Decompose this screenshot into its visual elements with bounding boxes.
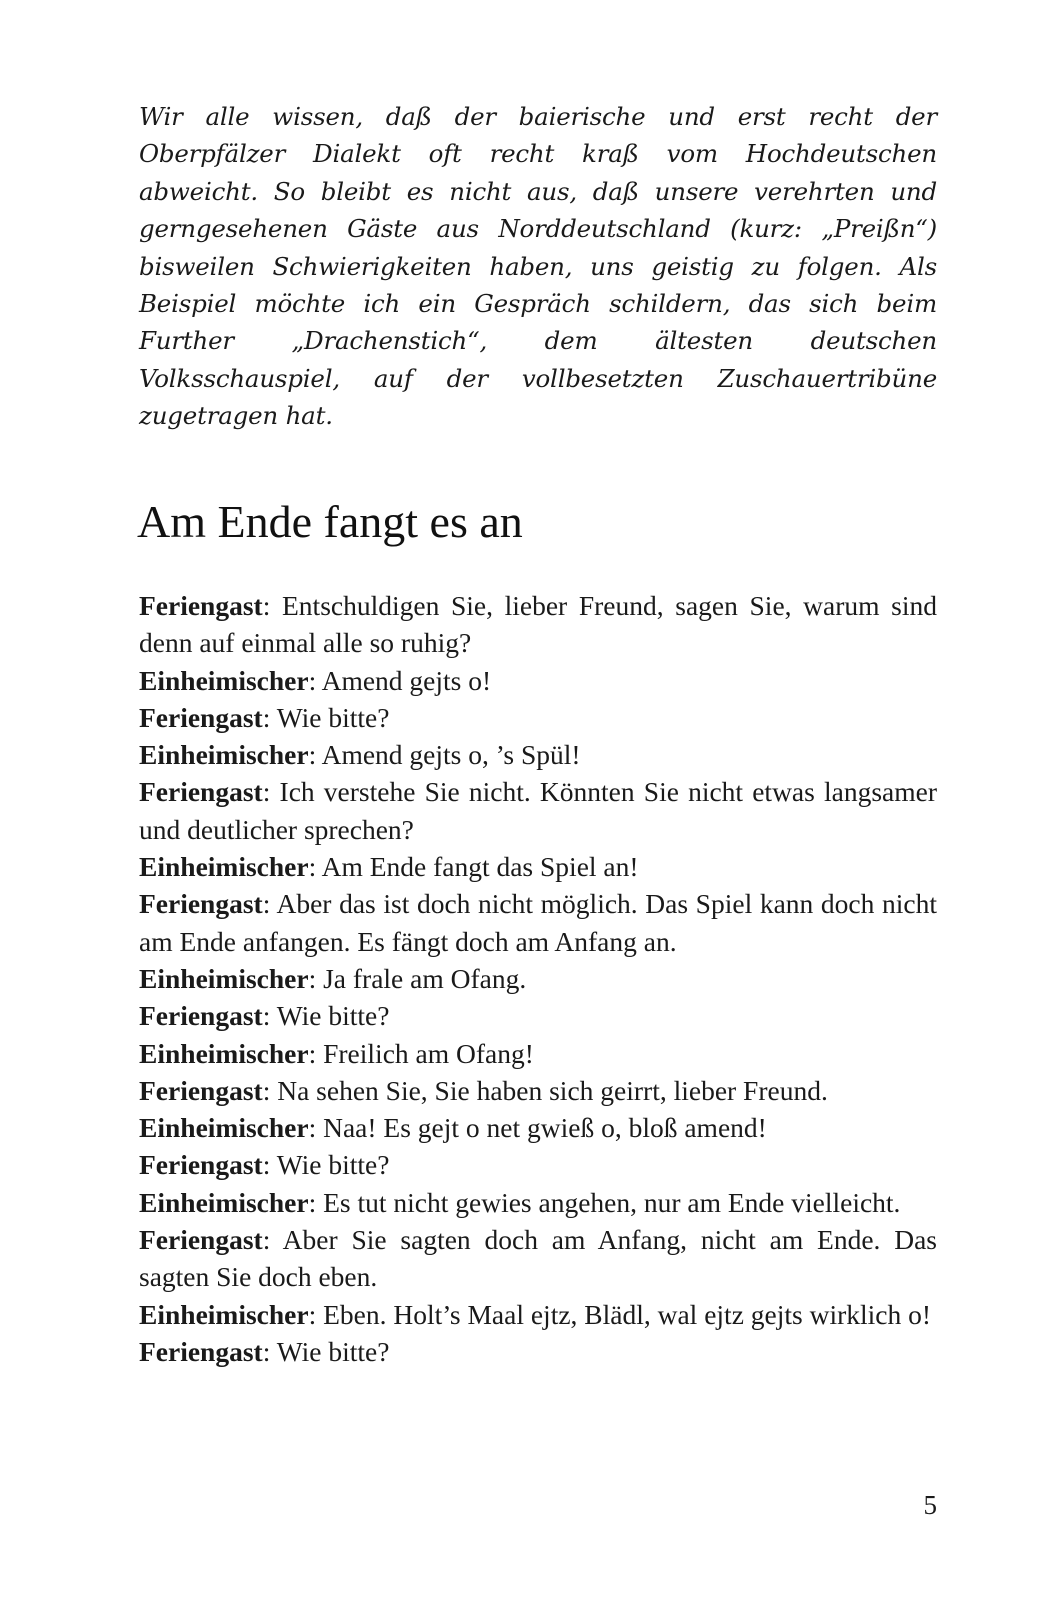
dialogue-text: Amend gejts o, ’s Spül! [321,739,581,771]
dialogue-line [139,1109,937,1146]
dialogue-text: Ich verstehe Sie nicht. Könnten Sie nicht etwas langsamer und deutlicher sprechen? [139,776,938,845]
dialogue-text: Wie bitte? [276,701,390,733]
dialogue-line [139,773,937,848]
separator: : [262,701,277,733]
separator: : [262,776,280,808]
dialogue-text: Na sehen Sie, Sie haben sich geirrt, lieber Freund. [277,1074,828,1106]
dialogue-text: Ja frale am Ofang. [323,962,527,994]
separator: : [262,1074,278,1106]
dialogue-line [139,699,937,736]
speaker-name: Feriengast [139,701,263,733]
section-heading: Am Ende fangt es an [137,496,523,547]
separator: : [262,888,277,920]
dialogue-text: Aber Sie sagten doch am Anfang, nicht am Ende. Das sagten Sie doch eben. [139,1224,938,1293]
separator: : [308,664,322,696]
dialogue-text: Freilich am Ofang! [323,1037,534,1069]
dialogue-text: Amend gejts o! [321,664,492,696]
dialogue-line [139,960,937,997]
speaker-name: Einheimischer [139,1186,309,1218]
separator: : [262,590,282,621]
dialogue-line [139,1221,937,1296]
speaker-name: Feriengast [139,776,263,808]
intro-paragraph: Wir alle wissen, daß der baierische und erst recht der Oberpfälzer Dialekt oft recht kraß vom Hochdeutschen abweicht. So bleibt es nicht aus, daß unsere verehrten und gerngesehenen Gäste aus Norddeutschland (kurz: „Preißn“) bisweilen Schwierigkeiten haben, uns geistig zu folgen. Als Beispiel möchte ich ein Gespräch schildern, das sich beim Further „Drachenstich“, dem ältesten deutschen Volksschauspiel, auf der vollbesetzten Zuschauertribüne zugetragen hat. [139,102,937,431]
separator: : [262,1149,277,1181]
speaker-name: Einheimischer [139,962,309,994]
dialogue-line [139,1184,937,1221]
dialogue-line [139,1333,937,1370]
dialogue-text: Entschuldigen Sie, lieber Freund, sagen Sie, warum sind denn auf einmal alle so ruhig? [139,590,937,659]
dialogue-line [139,662,937,699]
separator: : [308,1298,324,1330]
dialogue-line [139,736,937,773]
dialogue-line [139,997,937,1034]
speaker-name: Feriengast [139,1000,263,1032]
dialogue [139,587,937,1370]
dialogue-text: Wie bitte? [276,1335,390,1367]
dialogue-line [139,1072,937,1109]
separator: : [262,1000,277,1032]
dialogue-line [139,1296,937,1333]
speaker-name: Einheimischer [139,664,309,696]
speaker-name: Feriengast [139,1224,263,1256]
dialogue-line [139,587,937,662]
speaker-name: Feriengast [139,1149,263,1181]
dialogue-text: Aber das ist doch nicht möglich. Das Spiel kann doch nicht am Ende anfangen. Es fängt doch am Anfang an. [139,888,937,957]
separator: : [308,851,322,883]
dialogue-line [139,848,937,885]
dialogue-text: Es tut nicht gewies angehen, nur am Ende vielleicht. [323,1186,901,1218]
page-number: 5 [923,1490,937,1520]
dialogue-text: Naa! Es gejt o net gwieß o, bloß amend! [323,1112,767,1144]
dialogue-line [139,1146,937,1183]
speaker-name: Einheimischer [139,739,309,771]
speaker-name: Einheimischer [139,1112,309,1144]
separator: : [308,962,324,994]
dialogue-text: Wie bitte? [276,1000,390,1032]
speaker-name: Feriengast [139,590,263,621]
separator: : [308,1112,324,1144]
separator: : [262,1224,283,1256]
dialogue-text: Eben. Holt’s Maal ejtz, Blädl, wal ejtz gejts wirklich o! [323,1298,932,1330]
dialogue-line [139,1035,937,1072]
separator: : [308,1037,324,1069]
separator: : [308,739,322,771]
dialogue-text: Am Ende fangt das Spiel an! [321,851,639,883]
speaker-name: Einheimischer [139,1298,309,1330]
separator: : [262,1335,277,1367]
dialogue-text: Wie bitte? [276,1149,390,1181]
speaker-name: Feriengast [139,1335,263,1367]
dialogue-line [139,885,937,960]
speaker-name: Einheimischer [139,851,309,883]
speaker-name: Einheimischer [139,1037,309,1069]
separator: : [308,1186,324,1218]
speaker-name: Feriengast [139,888,263,920]
speaker-name: Feriengast [139,1074,263,1106]
